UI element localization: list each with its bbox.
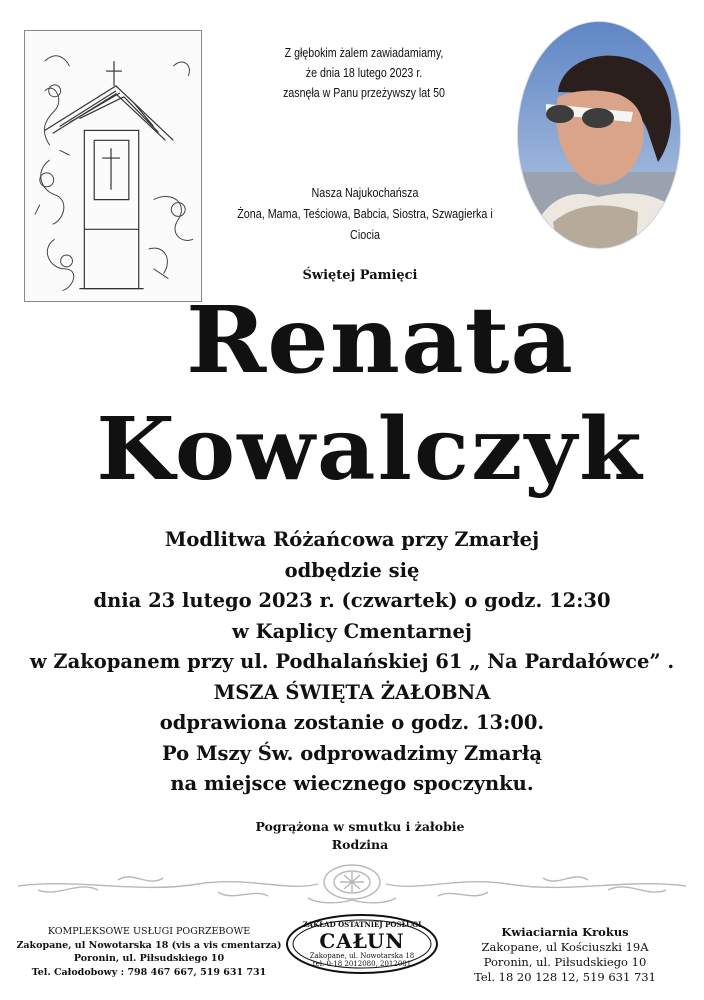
family-relation-text <box>236 183 494 246</box>
family-line: Żona, Mama, Teściowa, Babcia, Siostra, Szwagierka i Ciocia <box>237 207 493 242</box>
service-line: w Kaplicy Cmentarnej <box>232 619 472 643</box>
mourning-line: Rodzina <box>331 837 389 852</box>
announcement-line: zasnęła w Panu przeżywszy lat 50 <box>283 86 445 100</box>
funeral-home-info <box>14 925 284 979</box>
announcement-text <box>250 43 478 103</box>
deceased-last-name: Kowalczyk <box>96 399 644 500</box>
mourning-signature <box>200 818 520 854</box>
funeral-home-address-2: Poronin, ul. Piłsudskiego 10 <box>73 953 225 964</box>
florist-address: Zakopane, ul Kościuszki 19A <box>481 940 649 954</box>
announcement-line: Z głębokim żalem zawiadamiamy, <box>284 46 444 60</box>
service-line: MSZA ŚWIĘTA ŻAŁOBNA <box>213 680 491 704</box>
florist-info <box>446 925 684 985</box>
service-line: w Zakopanem przy ul. Podhalańskiej 61 „ Na Pardałówce” . <box>29 650 675 673</box>
florist-name: Kwiaciarnia Krokus <box>501 925 629 939</box>
deceased-first-name: Renata <box>185 286 575 394</box>
service-line: dnia 23 lutego 2023 r. (czwartek) o godz. 12:30 <box>93 589 611 612</box>
funeral-home-address: Zakopane, ul Nowotarska 18 (vis a vis cmentarza) <box>16 939 282 951</box>
funeral-service-details <box>20 525 684 800</box>
in-memory-heading: Świętej Pamięci <box>302 268 418 283</box>
portrait-drawing <box>518 22 680 248</box>
shrine-illustration <box>24 30 202 302</box>
portrait-photo <box>518 22 680 248</box>
logo-address: Zakopane, ul. Nowotarska 18 <box>309 952 415 960</box>
service-line: odprawiona zostanie o godz. 13:00. <box>159 711 545 734</box>
ornament-drawing <box>18 858 686 908</box>
funeral-home-phone: Tel. Całodobowy : 798 467 667, 519 631 731 <box>31 966 267 978</box>
florist-address-2: Poronin, ul. Piłsudskiego 10 <box>483 955 647 969</box>
logo-arc-text: ZAKŁAD OSTATNIEJ POSŁUGI <box>302 920 422 929</box>
funeral-home-title: KOMPLEKSOWE USŁUGI POGRZEBOWE <box>47 926 251 937</box>
service-line: Po Mszy Św. odprowadzimy Zmarłą <box>162 741 542 765</box>
ornament-divider <box>18 858 686 908</box>
family-line: Nasza Najukochańsza <box>311 186 419 200</box>
wayside-shrine-drawing <box>25 31 201 301</box>
florist-phone: Tel. 18 20 128 12, 519 631 731 <box>474 970 656 984</box>
service-line: Modlitwa Różańcowa przy Zmarłej <box>164 528 540 551</box>
service-line: na miejsce wiecznego spoczynku. <box>170 772 534 795</box>
service-line: odbędzie się <box>284 558 420 582</box>
mourning-line: Pogrążona w smutku i żałobie <box>255 819 465 834</box>
logo-phone: tel. 0-18 2012080, 2012081 <box>312 960 412 968</box>
announcement-line: że dnia 18 lutego 2023 r. <box>305 66 423 80</box>
logo-name: CAŁUN <box>319 929 405 953</box>
calun-logo <box>284 913 440 975</box>
